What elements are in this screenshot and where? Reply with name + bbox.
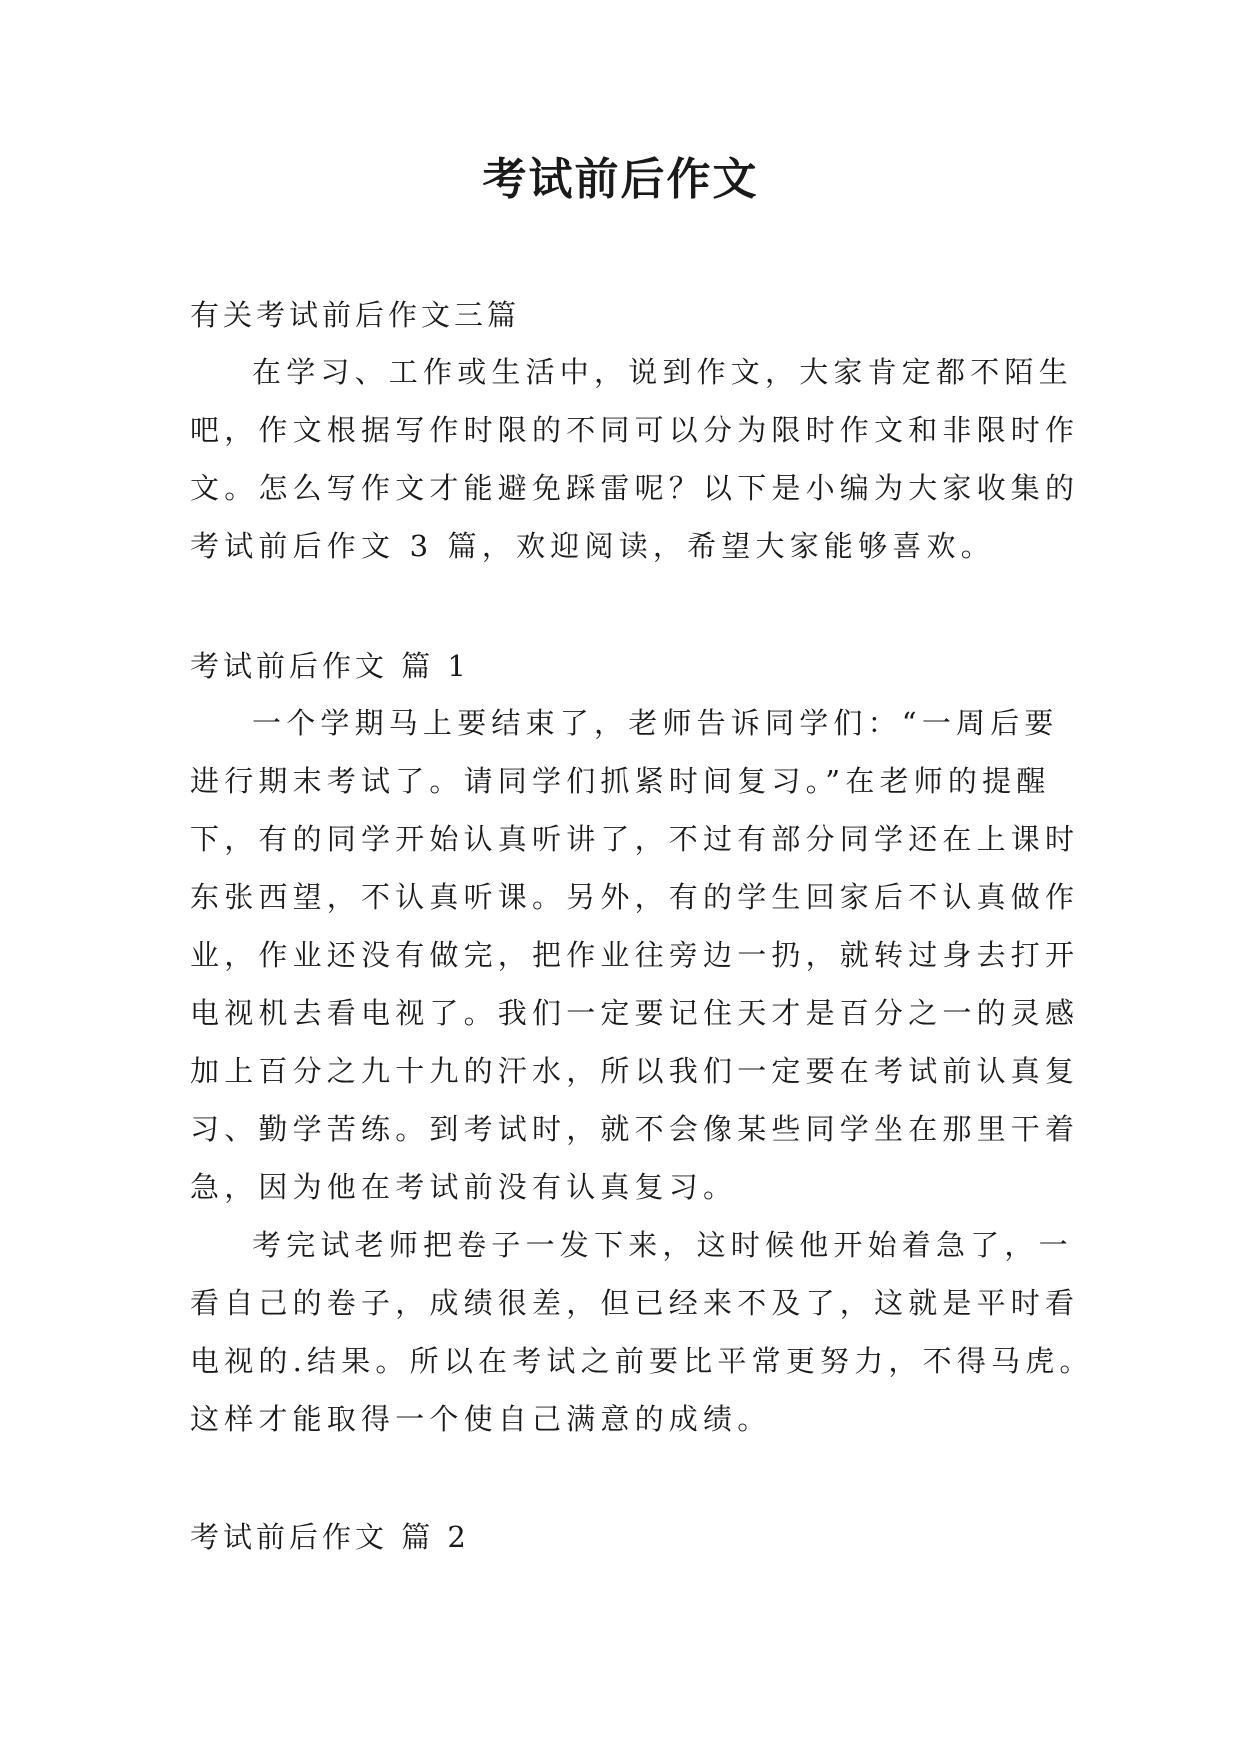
intro-heading: 有关考试前后作文三篇 bbox=[190, 298, 521, 332]
essay-1-line: 进行期末考试了。请同学们抓紧时间复习。”在老师的提醒 bbox=[190, 764, 1051, 798]
essay-1-line: 电视机去看电视了。我们一定要记住天才是百分之一的灵感 bbox=[190, 996, 1080, 1030]
essay-1-line: 急，因为他在考试前没有认真复习。 bbox=[190, 1170, 738, 1204]
essay-1-line: 这样才能取得一个使自己满意的成绩。 bbox=[190, 1402, 772, 1436]
essay-1-line: 东张西望，不认真听课。另外，有的学生回家后不认真做作 bbox=[190, 880, 1080, 914]
essay-1-heading: 考试前后作文 篇 1 bbox=[190, 649, 470, 683]
intro-paragraph-line: 吧，作文根据写作时限的不同可以分为限时作文和非限时作 bbox=[190, 413, 1080, 447]
essay-1-line: 加上百分之九十九的汗水，所以我们一定要在考试前认真复 bbox=[190, 1054, 1080, 1088]
essay-1-line: 习、勤学苦练。到考试时，就不会像某些同学坐在那里干着 bbox=[190, 1112, 1080, 1146]
essay-2-heading: 考试前后作文 篇 2 bbox=[190, 1520, 470, 1554]
essay-1-line: 一个学期马上要结束了，老师告诉同学们：“一周后要 bbox=[252, 706, 1059, 740]
document-title: 考试前后作文 bbox=[482, 154, 759, 205]
essay-1-line: 电视的.结果。所以在考试之前要比平常更努力，不得马虎。 bbox=[190, 1344, 1094, 1378]
essay-1-line: 业，作业还没有做完，把作业往旁边一扔，就转过身去打开 bbox=[190, 938, 1080, 972]
intro-paragraph-line: 在学习、工作或生活中，说到作文，大家肯定都不陌生 bbox=[252, 355, 1073, 389]
essay-1-line: 下，有的同学开始认真听讲了，不过有部分同学还在上课时 bbox=[190, 822, 1080, 856]
essay-1-line: 看自己的卷子，成绩很差，但已经来不及了，这就是平时看 bbox=[190, 1286, 1080, 1320]
intro-paragraph-line: 考试前后作文 3 篇，欢迎阅读，希望大家能够喜欢。 bbox=[190, 529, 995, 563]
essay-1-line: 考完试老师把卷子一发下来，这时候他开始着急了，一 bbox=[252, 1228, 1073, 1262]
intro-paragraph-line: 文。怎么写作文才能避免踩雷呢？以下是小编为大家收集的 bbox=[190, 471, 1080, 505]
